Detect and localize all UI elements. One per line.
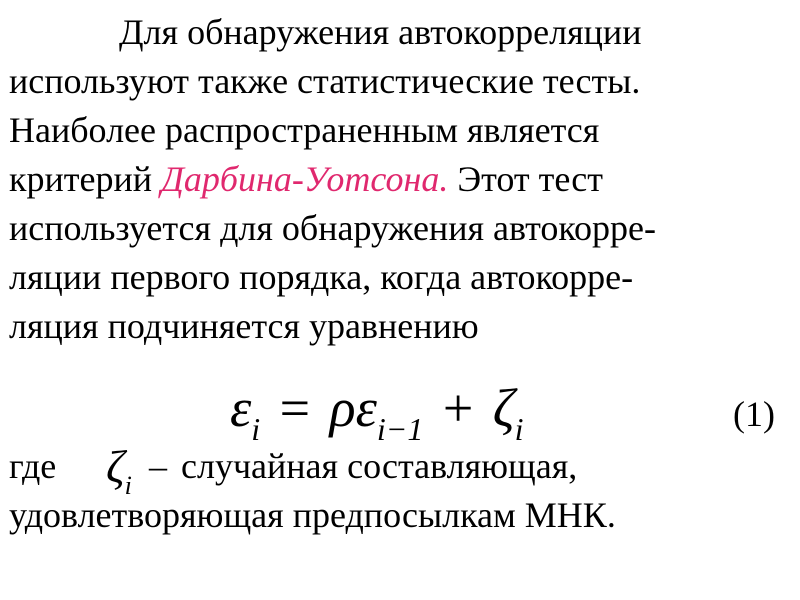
where-description-line2: удовлетворяющая предпосылкам МНК. [9, 495, 616, 535]
where-word: где [9, 446, 57, 486]
subscript-i: i [251, 411, 261, 447]
equals-sign: = [279, 378, 311, 438]
equation-number: (1) [733, 394, 775, 434]
paragraph-line: используется для обнаружения автокорре- [9, 208, 656, 248]
zeta-symbol: ζ [492, 378, 515, 438]
subscript-i: i [124, 471, 132, 500]
paragraph-text: Этот тест [448, 159, 603, 199]
rho-symbol: ρ [329, 378, 356, 438]
paragraph-line: Для обнаружения автокорреляции [119, 12, 642, 52]
paragraph-line: ляции первого порядка, когда автокорре- [9, 257, 634, 297]
subscript-i-minus-1: i−1 [376, 411, 424, 447]
plus-sign: + [442, 378, 474, 438]
where-description: случайная составляющая, [181, 446, 578, 486]
paragraph-line: используют также статистические тесты. [9, 61, 641, 101]
epsilon-symbol: ε [230, 378, 252, 438]
paragraph-text: критерий [9, 159, 161, 199]
zeta-symbol: $\zeta_i$ [106, 441, 132, 500]
subscript-i: i [514, 411, 524, 447]
main-paragraph [9, 8, 789, 351]
paragraph-line-with-term [9, 155, 789, 204]
paragraph-line: ляция подчиняется уравнению [9, 306, 479, 346]
durbin-watson-term: Дарбина-Уотсона. [161, 159, 449, 199]
where-clause [9, 441, 578, 500]
epsilon-symbol: ε [355, 378, 377, 438]
paragraph-line: Наиболее распространенным является [9, 110, 600, 150]
autocorrelation-formula [230, 378, 524, 447]
dash: – [149, 446, 167, 486]
